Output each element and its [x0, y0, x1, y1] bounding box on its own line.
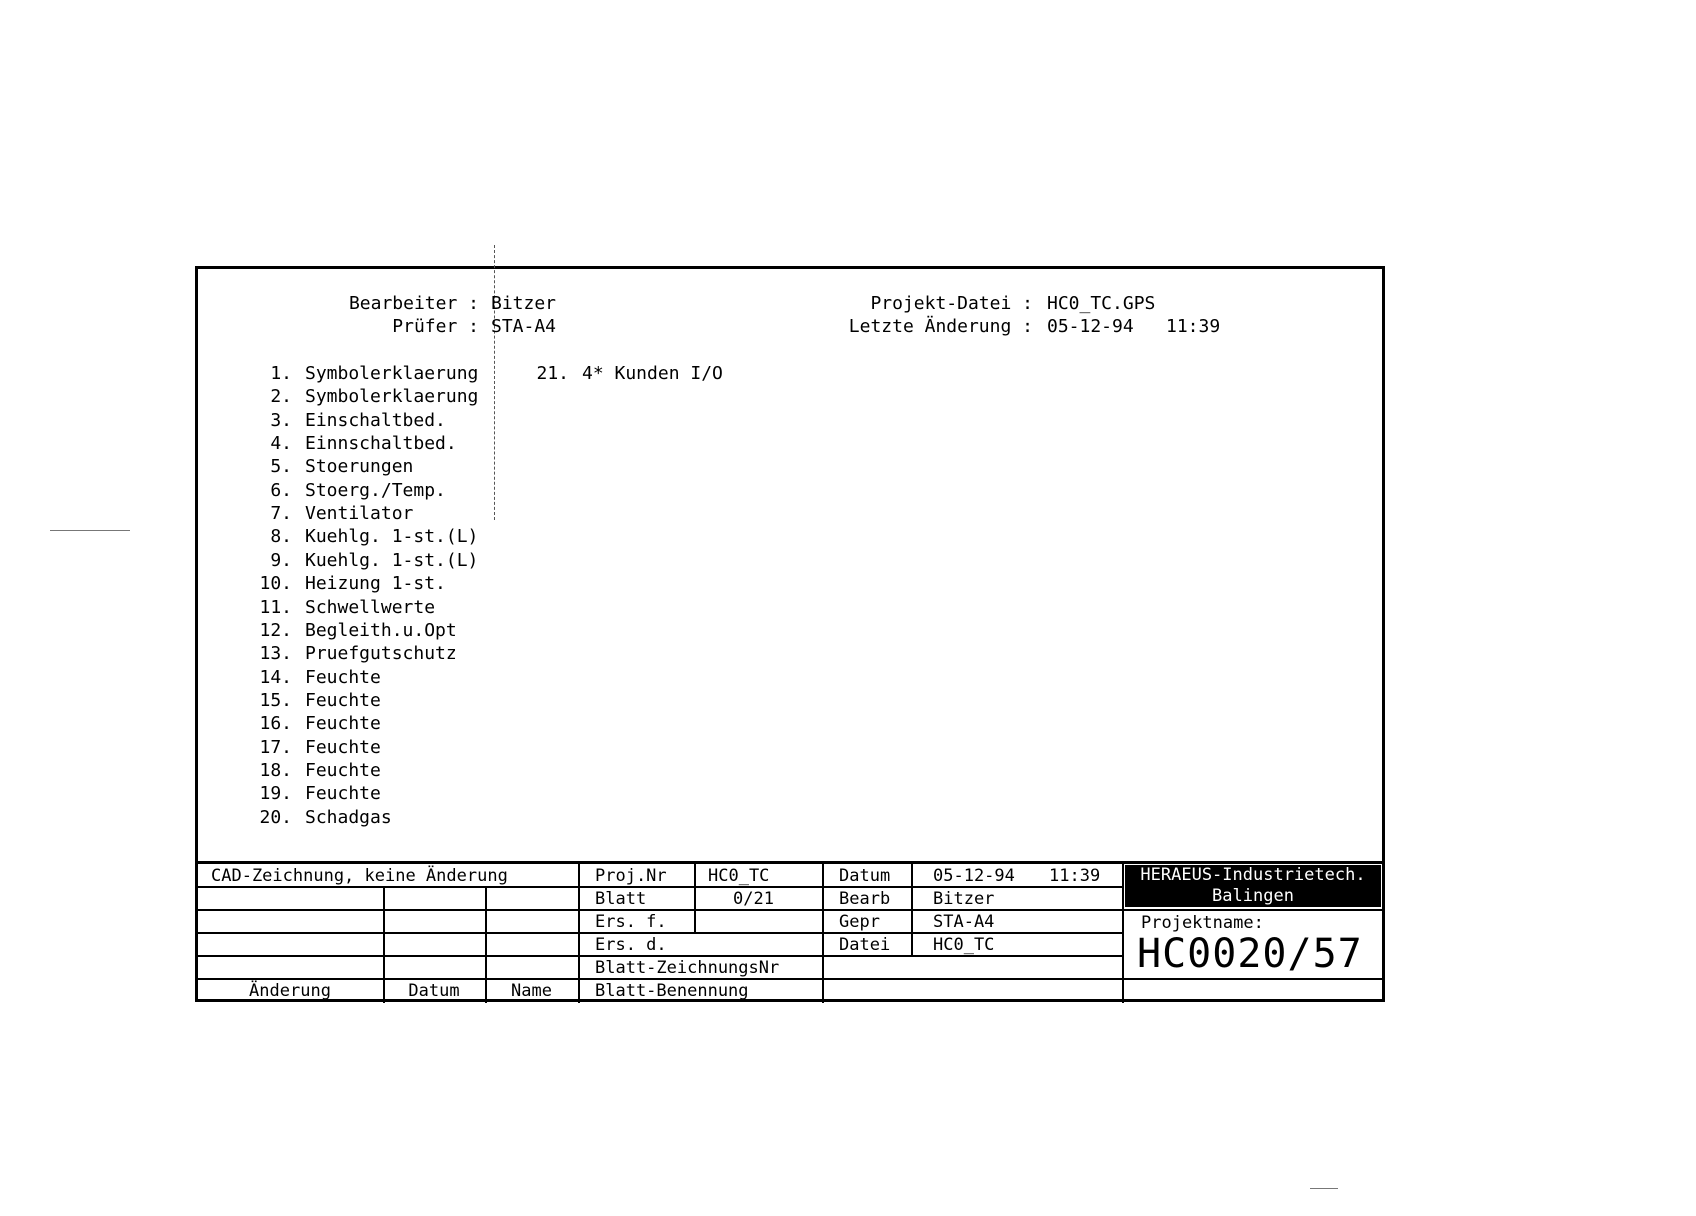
datum-time: 11:39	[1049, 866, 1101, 886]
scan-artifact-line	[494, 245, 495, 520]
ersf-label: Ers. f.	[595, 912, 667, 932]
letzte-aenderung-time: 11:39	[1166, 316, 1221, 337]
projektname-value: HC0020/57	[1137, 931, 1363, 977]
projnr-value: HC0_TC	[708, 866, 770, 886]
contents-item-title: Feuchte	[305, 736, 381, 758]
col-name: Name	[511, 981, 552, 1001]
contents-item-number: 20.	[259, 806, 292, 828]
pruefer-value: STA-A4	[491, 316, 557, 337]
contents-item-number: 17.	[259, 736, 292, 758]
contents-item-title: Schadgas	[305, 806, 392, 828]
contents-item-title: Pruefgutschutz	[305, 643, 457, 665]
contents-item-title: Schwellwerte	[305, 596, 436, 618]
contents-item-number: 18.	[259, 759, 292, 781]
ersd-label: Ers. d.	[595, 935, 667, 955]
blatt-zeichnungsnr: Blatt-ZeichnungsNr	[595, 958, 780, 978]
pruefer-label: Prüfer :	[392, 316, 479, 337]
contents-item-number: 16.	[259, 713, 292, 735]
contents-item-title: Stoerg./Temp.	[305, 479, 446, 501]
projnr-label: Proj.Nr	[595, 866, 667, 886]
company-name: HERAEUS-Industrietech.	[1140, 865, 1366, 885]
contents-item-number: 8.	[270, 526, 292, 548]
contents-item-number: 14.	[259, 666, 292, 688]
contents-item-title: Ventilator	[305, 503, 414, 525]
blatt-value: 0/21	[733, 889, 774, 909]
contents-item-title: 4* Kunden I/O	[582, 363, 723, 384]
gepr-label: Gepr	[839, 912, 880, 932]
company-logo	[1125, 865, 1381, 907]
contents-item-number: 21.	[536, 363, 569, 384]
contents-item-number: 15.	[259, 689, 292, 711]
datum-label: Datum	[839, 866, 891, 886]
bearbeiter-label: Bearbeiter :	[348, 293, 479, 314]
contents-item-number: 13.	[259, 643, 292, 665]
col-datum: Datum	[408, 981, 460, 1001]
gepr-value: STA-A4	[933, 912, 995, 932]
contents-item-title: Begleith.u.Opt	[305, 619, 457, 641]
contents-item-number: 9.	[270, 549, 292, 571]
contents-item-number: 19.	[259, 783, 292, 805]
bearb-label: Bearb	[839, 889, 891, 909]
contents-item-title: Einschaltbed.	[305, 409, 446, 431]
contents-item-number: 5.	[270, 456, 292, 478]
cad-note: CAD-Zeichnung, keine Änderung	[211, 866, 508, 886]
contents-item-title: Feuchte	[305, 689, 381, 711]
datei-value: HC0_TC	[933, 935, 995, 955]
contents-item-number: 4.	[270, 433, 292, 455]
contents-item-title: Kuehlg. 1-st.(L)	[305, 526, 479, 548]
contents-item-number: 12.	[259, 619, 292, 641]
contents-item-title: Symbolerklaerung	[305, 363, 479, 384]
contents-item-number: 1.	[270, 363, 292, 384]
datei-label: Datei	[839, 935, 891, 955]
contents-item-number: 6.	[270, 479, 292, 501]
contents-item-title: Feuchte	[305, 666, 381, 688]
contents-item-title: Stoerungen	[305, 456, 414, 478]
title-block	[197, 861, 1383, 1003]
contents-item-title: Kuehlg. 1-st.(L)	[305, 549, 479, 571]
letzte-aenderung-date: 05-12-94	[1047, 316, 1134, 337]
contents-item-number: 7.	[270, 503, 292, 525]
bearb-value: Bitzer	[933, 889, 995, 909]
blatt-benennung: Blatt-Benennung	[595, 981, 749, 1001]
contents-item-number: 2.	[270, 386, 292, 408]
blatt-label: Blatt	[595, 889, 647, 909]
scan-speck	[50, 530, 130, 531]
letzte-aenderung-label: Letzte Änderung :	[848, 316, 1033, 337]
contents-item-title: Symbolerklaerung	[305, 386, 479, 408]
contents-item-title: Feuchte	[305, 713, 381, 735]
contents-item-number: 3.	[270, 409, 292, 431]
datum-value: 05-12-94	[933, 866, 1015, 886]
contents-item-number: 10.	[259, 573, 292, 595]
bearbeiter-value: Bitzer	[491, 293, 557, 314]
scan-speck	[1310, 1188, 1338, 1189]
contents-item-title: Heizung 1-st.	[305, 573, 446, 595]
contents-item-title: Einnschaltbed.	[305, 433, 457, 455]
company-location: Balingen	[1212, 886, 1294, 906]
projektdatei-label: Projekt-Datei :	[870, 293, 1033, 314]
contents-item-number: 11.	[259, 596, 292, 618]
contents-item-title: Feuchte	[305, 783, 381, 805]
projektdatei-value: HC0_TC.GPS	[1047, 293, 1156, 314]
contents-item-title: Feuchte	[305, 759, 381, 781]
col-aenderung: Änderung	[249, 981, 331, 1001]
projektname-label: Projektname:	[1141, 913, 1264, 933]
